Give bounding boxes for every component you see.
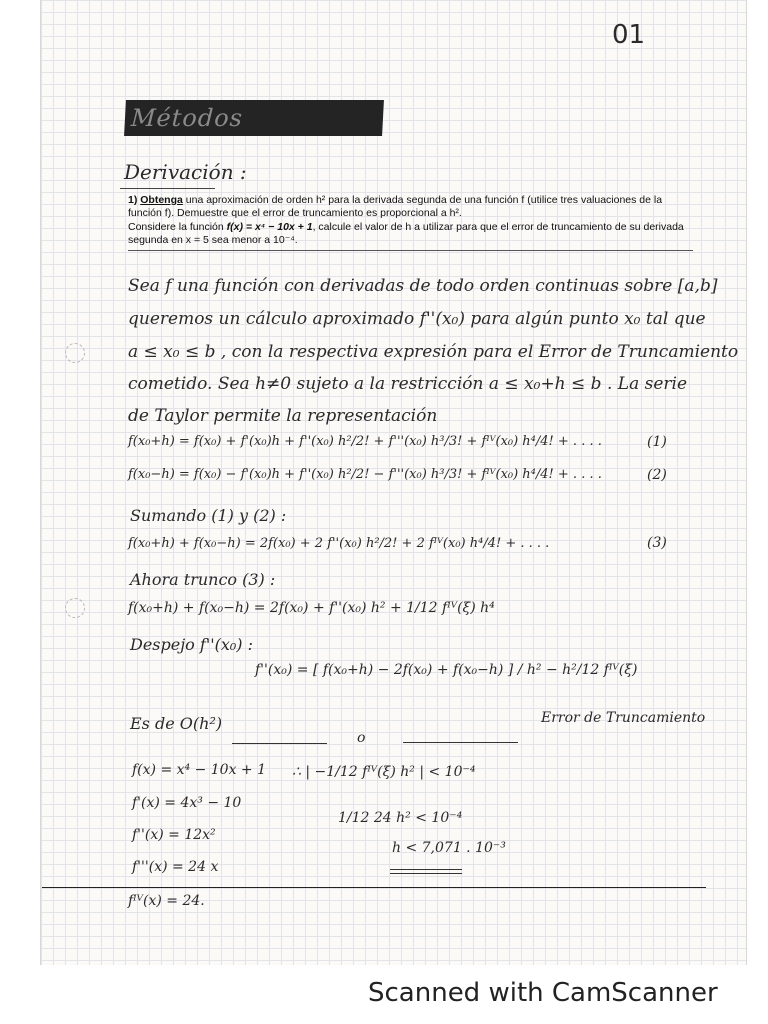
divider-right xyxy=(403,742,518,743)
step-despejo: Despejo f''(x₀) : xyxy=(130,635,254,654)
error-label: Error de Truncamiento xyxy=(541,710,706,726)
equation-1-number: (1) xyxy=(647,434,667,450)
problem-paragraph-1 xyxy=(128,194,693,220)
step-ahora-trunco: Ahora trunco (3) : xyxy=(130,570,276,589)
equation-2: f(x₀−h) = f(x₀) − f'(x₀)h + f''(x₀) h²/2! − f'''(x₀) h³/3! + fᴵⱽ(x₀) h⁴/4! + . . . . xyxy=(128,467,602,482)
order-statement: Es de O(h²) xyxy=(130,714,223,733)
problem-statement xyxy=(128,194,693,248)
function-f-second: f''(x) = 12x² xyxy=(132,827,216,843)
equation-3: f(x₀+h) + f(x₀−h) = 2f(x₀) + 2 f''(x₀) h²/2! + 2 fᴵⱽ(x₀) h⁴/4! + . . . . xyxy=(128,536,550,551)
paragraph-line-1: Sea f una función con derivadas de todo orden continuas sobre [a,b] xyxy=(128,276,718,296)
title-banner: Métodos xyxy=(124,100,384,136)
paragraph-line-4: cometido. Sea h≠0 sujeto a la restricción a ≤ x₀+h ≤ b . La serie xyxy=(128,374,688,394)
problem-paragraph-2 xyxy=(128,221,693,247)
inequality-2: 1/12 24 h² < 10⁻⁴ xyxy=(338,810,463,826)
divider-left xyxy=(232,743,327,744)
result-underline-2 xyxy=(390,873,462,874)
page-number: 01 xyxy=(612,20,646,50)
section-underline xyxy=(120,188,215,189)
problem-separator xyxy=(128,250,693,251)
function-f-third: f'''(x) = 24 x xyxy=(132,859,219,875)
paragraph-line-3: a ≤ x₀ ≤ b , con la respectiva expresión para el Error de Truncamiento xyxy=(128,342,739,362)
equation-2-number: (2) xyxy=(647,467,667,483)
section-title: Derivación : xyxy=(124,160,247,184)
divider-circle: o xyxy=(357,730,366,746)
step-sumando: Sumando (1) y (2) : xyxy=(130,506,287,525)
function-f-fourth: fᴵⱽ(x) = 24. xyxy=(128,893,205,909)
problem-text-1: una aproximación de orden h² para la derivada segunda de una función f (utilice tres valuaciones de la función f). Demuestre que el error de truncamiento es proporcional a h². xyxy=(128,194,663,219)
inequality-1: ∴ | −1/12 fᴵⱽ(ξ) h² | < 10⁻⁴ xyxy=(292,764,476,780)
problem-text-2a: Considere la función xyxy=(128,221,227,233)
equation-4: f(x₀+h) + f(x₀−h) = 2f(x₀) + f''(x₀) h² + 1/12 fᴵⱽ(ξ) h⁴ xyxy=(128,600,495,616)
problem-number: 1) xyxy=(128,194,141,206)
equation-5: f''(x₀) = [ f(x₀+h) − 2f(x₀) + f(x₀−h) ] / h² − h²/12 fᴵⱽ(ξ) xyxy=(255,662,638,678)
equation-1: f(x₀+h) = f(x₀) + f'(x₀)h + f''(x₀) h²/2! + f'''(x₀) h³/3! + fᴵⱽ(x₀) h⁴/4! + . . . . xyxy=(128,434,602,449)
function-f-prime: f'(x) = 4x³ − 10 xyxy=(132,795,242,811)
equation-3-number: (3) xyxy=(647,535,667,551)
binder-hole xyxy=(65,343,85,363)
result-underline-1 xyxy=(390,869,462,870)
scanner-watermark: Scanned with CamScanner xyxy=(368,978,718,1008)
result-h: h < 7,071 . 10⁻³ xyxy=(392,840,506,856)
paragraph-line-2: queremos un cálculo aproximado f''(x₀) para algún punto x₀ tal que xyxy=(128,309,706,329)
problem-formula: f(x) = x⁴ − 10x + 1 xyxy=(226,221,313,233)
problem-verb: Obtenga xyxy=(140,194,183,206)
binder-hole xyxy=(65,598,85,618)
problem-text-2b: , calcule el valor de h a utilizar para que el error de truncamiento de su derivada segunda en x = 5 sea menor a 10⁻⁴. xyxy=(128,221,684,246)
page-bottom-rule xyxy=(42,887,706,888)
function-f: f(x) = x⁴ − 10x + 1 xyxy=(132,762,267,778)
paragraph-line-5: de Taylor permite la representación xyxy=(128,406,438,426)
